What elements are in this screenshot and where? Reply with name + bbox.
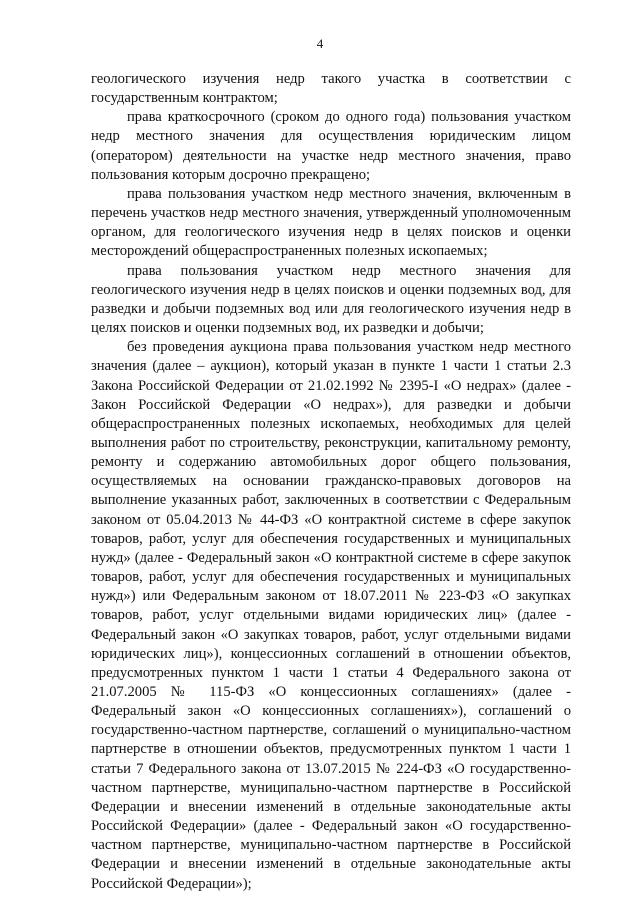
page-number: 4: [316, 36, 324, 51]
paragraph-short-term-rights: права краткосрочного (сроком до одного года) пользования участком недр местного значения для осуществления юридическим лицом (оператором) деятельности на участке недр местного значения, право пользования которым досрочно прекращено;: [91, 109, 571, 183]
paragraph-without-auction: без проведения аукциона права пользования участком недр местного значения (далее – аукцион), который указан в пункте 1 части 1 статьи 2.3 Закона Российской Федерации от 21.02.1992 № 2395-I «О недрах» (далее - Закон Российской Федерации «О недрах»), для разведки и добычи общераспространенных полезных ископаемых, необходимых для целей выполнения работ по строительству, реконструкции, капитальному ремонту, ремонту и содержанию автомобильных дорог общего пользования, осуществляемых на основании гражданско-правовых договоров на выполнение указанных работ, заключенных в соответствии с Федеральным законом от 05.04.2013 № 44-ФЗ «О контрактной системе в сфере закупок товаров, работ, услуг для обеспечения государственных и муниципальных нужд» (далее - Федеральный закон «О контрактной системе в сфере закупок товаров, работ, услуг для обеспечения государственных и муниципальных нужд») или Федеральным законом от 18.07.2011 № 223-ФЗ «О закупках товаров, работ, услуг отдельными видами юридических лиц» (далее - Федеральный закон «О закупках товаров, работ, услуг отдельными видами юридических лиц»), концессионных соглашений в отношении объектов, предусмотренных пунктом 1 части 1 статьи 4 Федерального закона от 21.07.2005 № 115-ФЗ «О концессионных соглашениях» (далее - Федеральный закон «О концессионных соглашениях»), соглашений о государственно-частном партнерстве, соглашений о муниципально-частном партнерстве в отношении объектов, предусмотренных пунктом 1 части 1 статьи 7 Федерального закона от 13.07.2015 № 224-ФЗ «О государственно-частном партнерстве, муниципально-частном партнерстве в Российской Федерации и внесении изменений в отдельные законодательные акты Российской Федерации» (далее - Федеральный закон «О государственно-частном партнерстве, муниципально-частном партнерстве в Российской Федерации и внесении изменений в отдельные законодательные акты Российской Федерации»);: [91, 339, 571, 892]
paragraph-groundwater-rights: права пользования участком недр местного значения для геологического изучения недр в целях поисков и оценки подземных вод, для разведки и добычи подземных вод или для геологического изучения недр в целях поисков и оценки подземных вод, их разведки и добычи;: [91, 262, 571, 337]
document-body: [91, 70, 571, 894]
paragraph-list-rights: права пользования участком недр местного значения, включенным в перечень участков недр местного значения, утвержденный уполномоченным органом, для геологического изучения недр в целях поисков и оценки месторождений общераспространенных полезных ископаемых;: [91, 185, 571, 260]
paragraph-continuation: геологического изучения недр такого участка в соответствии с государственным контрактом;: [91, 71, 571, 107]
